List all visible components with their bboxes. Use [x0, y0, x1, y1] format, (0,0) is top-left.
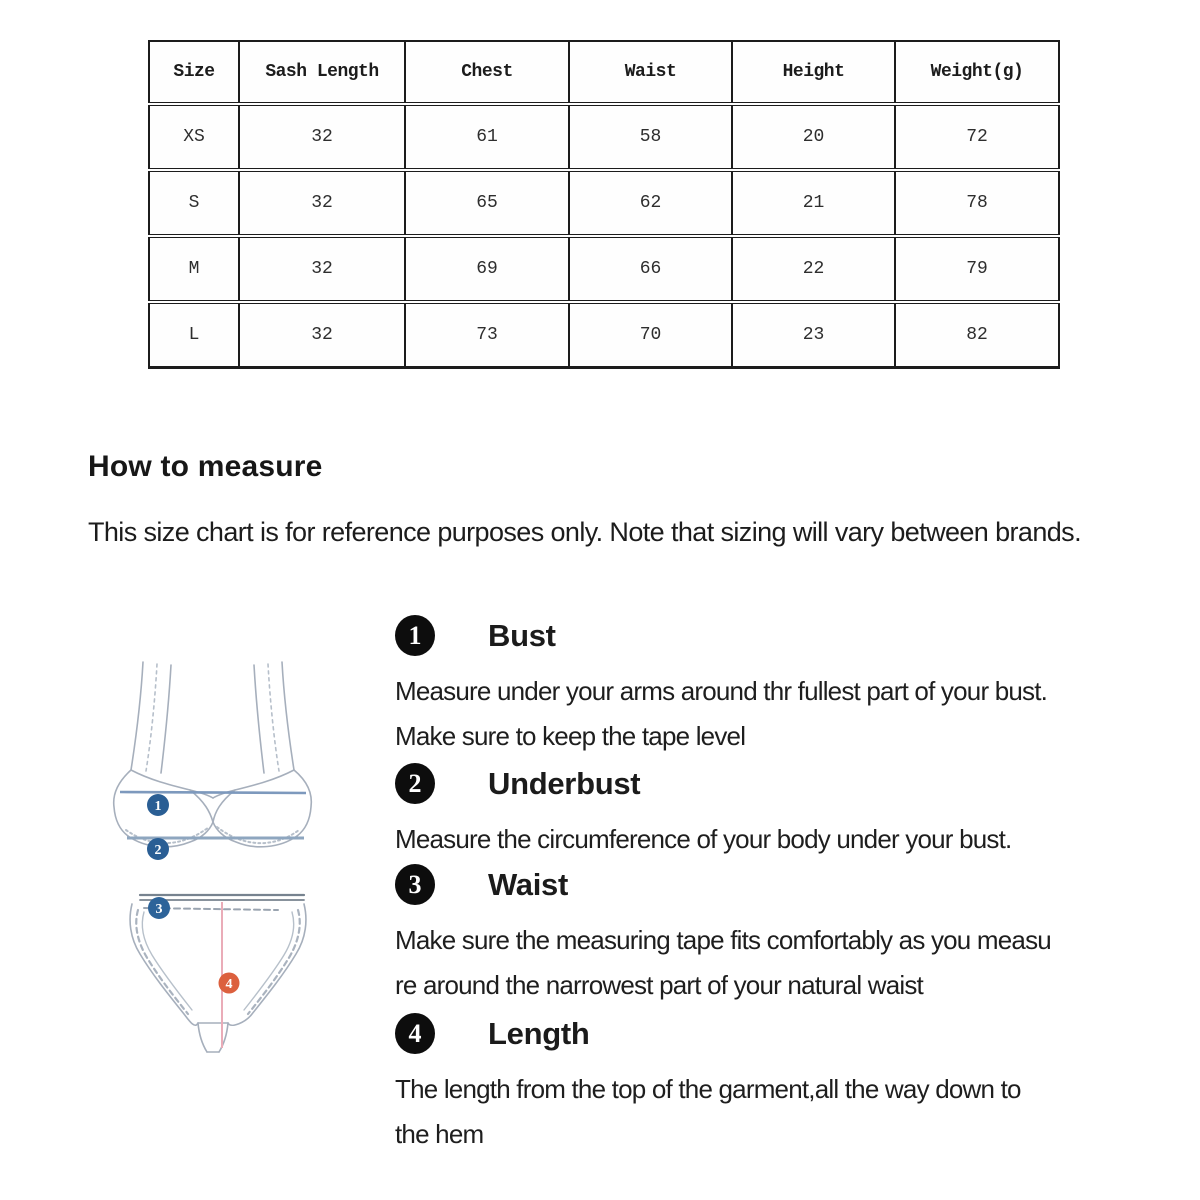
- how-to-measure-heading: How to measure: [88, 450, 323, 483]
- table-row-m: [149, 236, 1059, 302]
- section-underbust-header: [395, 763, 1155, 804]
- body-line: Measure under your arms around thr fullest part of your bust.: [395, 676, 1048, 706]
- cell-weight: 82: [895, 302, 1059, 368]
- section-bust: [395, 615, 1155, 759]
- body-line: Measure the circumference of your body under your bust.: [395, 824, 1012, 854]
- bust-line: [120, 792, 306, 793]
- cell-waist: 62: [569, 170, 732, 236]
- cell-waist: 66: [569, 236, 732, 302]
- body-line: the hem: [395, 1119, 484, 1149]
- cell-size: L: [149, 302, 239, 368]
- cell-chest: 61: [405, 104, 569, 170]
- cell-weight: 79: [895, 236, 1059, 302]
- cell-waist: 58: [569, 104, 732, 170]
- body-line: Make sure to keep the tape level: [395, 721, 746, 751]
- section-length-title: Length: [488, 1015, 590, 1051]
- column-header-chest: Chest: [405, 41, 569, 104]
- section-underbust: [395, 763, 1155, 862]
- cell-height: 21: [732, 170, 895, 236]
- bra-illustration: [114, 662, 312, 847]
- cell-weight: 78: [895, 170, 1059, 236]
- marker-4-length-icon: [219, 973, 240, 994]
- section-underbust-title: Underbust: [488, 765, 641, 801]
- section-bust-header: [395, 615, 1155, 656]
- badge-3-icon: 3: [395, 864, 435, 905]
- svg-text:2: 2: [154, 843, 162, 858]
- badge-4-icon: 4: [395, 1013, 435, 1054]
- column-header-weight: Weight(g): [895, 41, 1059, 104]
- badge-2-icon: 2: [395, 763, 435, 804]
- section-waist: [395, 864, 1155, 1008]
- cell-height: 23: [732, 302, 895, 368]
- section-waist-body: [395, 918, 1155, 1008]
- cell-sash: 32: [239, 104, 405, 170]
- cell-sash: 32: [239, 236, 405, 302]
- size-chart-table-container: [148, 40, 1060, 369]
- column-header-size: Size: [149, 41, 239, 104]
- cell-size: S: [149, 170, 239, 236]
- section-bust-title: Bust: [488, 617, 556, 653]
- cell-sash: 32: [239, 302, 405, 368]
- body-line: Make sure the measuring tape fits comfortably as you measu: [395, 925, 1051, 955]
- size-chart-disclaimer: This size chart is for reference purposes only. Note that sizing will vary between brands.: [88, 517, 1081, 547]
- badge-1-icon: 1: [395, 615, 435, 656]
- column-header-sash: Sash Length: [239, 41, 405, 104]
- table-row-l: [149, 302, 1059, 368]
- cell-sash: 32: [239, 170, 405, 236]
- svg-text:3: 3: [155, 902, 163, 917]
- size-chart-table: [148, 40, 1060, 369]
- cell-weight: 72: [895, 104, 1059, 170]
- section-length: [395, 1013, 1155, 1157]
- section-length-body: [395, 1067, 1155, 1157]
- cell-size: XS: [149, 104, 239, 170]
- body-line: re around the narrowest part of your natural waist: [395, 970, 923, 1000]
- cell-chest: 73: [405, 302, 569, 368]
- marker-2-underbust-icon: [147, 838, 169, 860]
- cell-height: 20: [732, 104, 895, 170]
- cell-waist: 70: [569, 302, 732, 368]
- cell-chest: 69: [405, 236, 569, 302]
- svg-text:1: 1: [154, 799, 162, 814]
- column-header-height: Height: [732, 41, 895, 104]
- body-line: The length from the top of the garment,all the way down to: [395, 1074, 1021, 1104]
- svg-text:4: 4: [225, 977, 233, 992]
- table-row-xs: [149, 104, 1059, 170]
- section-underbust-body: [395, 817, 1155, 862]
- table-row-s: [149, 170, 1059, 236]
- table-header-row: [149, 41, 1059, 104]
- measurement-diagram: [110, 652, 315, 1072]
- section-bust-body: [395, 669, 1155, 759]
- cell-chest: 65: [405, 170, 569, 236]
- column-header-waist: Waist: [569, 41, 732, 104]
- cell-height: 22: [732, 236, 895, 302]
- marker-1-bust-icon: [147, 794, 169, 816]
- cell-size: M: [149, 236, 239, 302]
- section-waist-header: [395, 864, 1155, 905]
- marker-3-waist-icon: [148, 897, 170, 919]
- section-length-header: [395, 1013, 1155, 1054]
- section-waist-title: Waist: [488, 866, 569, 902]
